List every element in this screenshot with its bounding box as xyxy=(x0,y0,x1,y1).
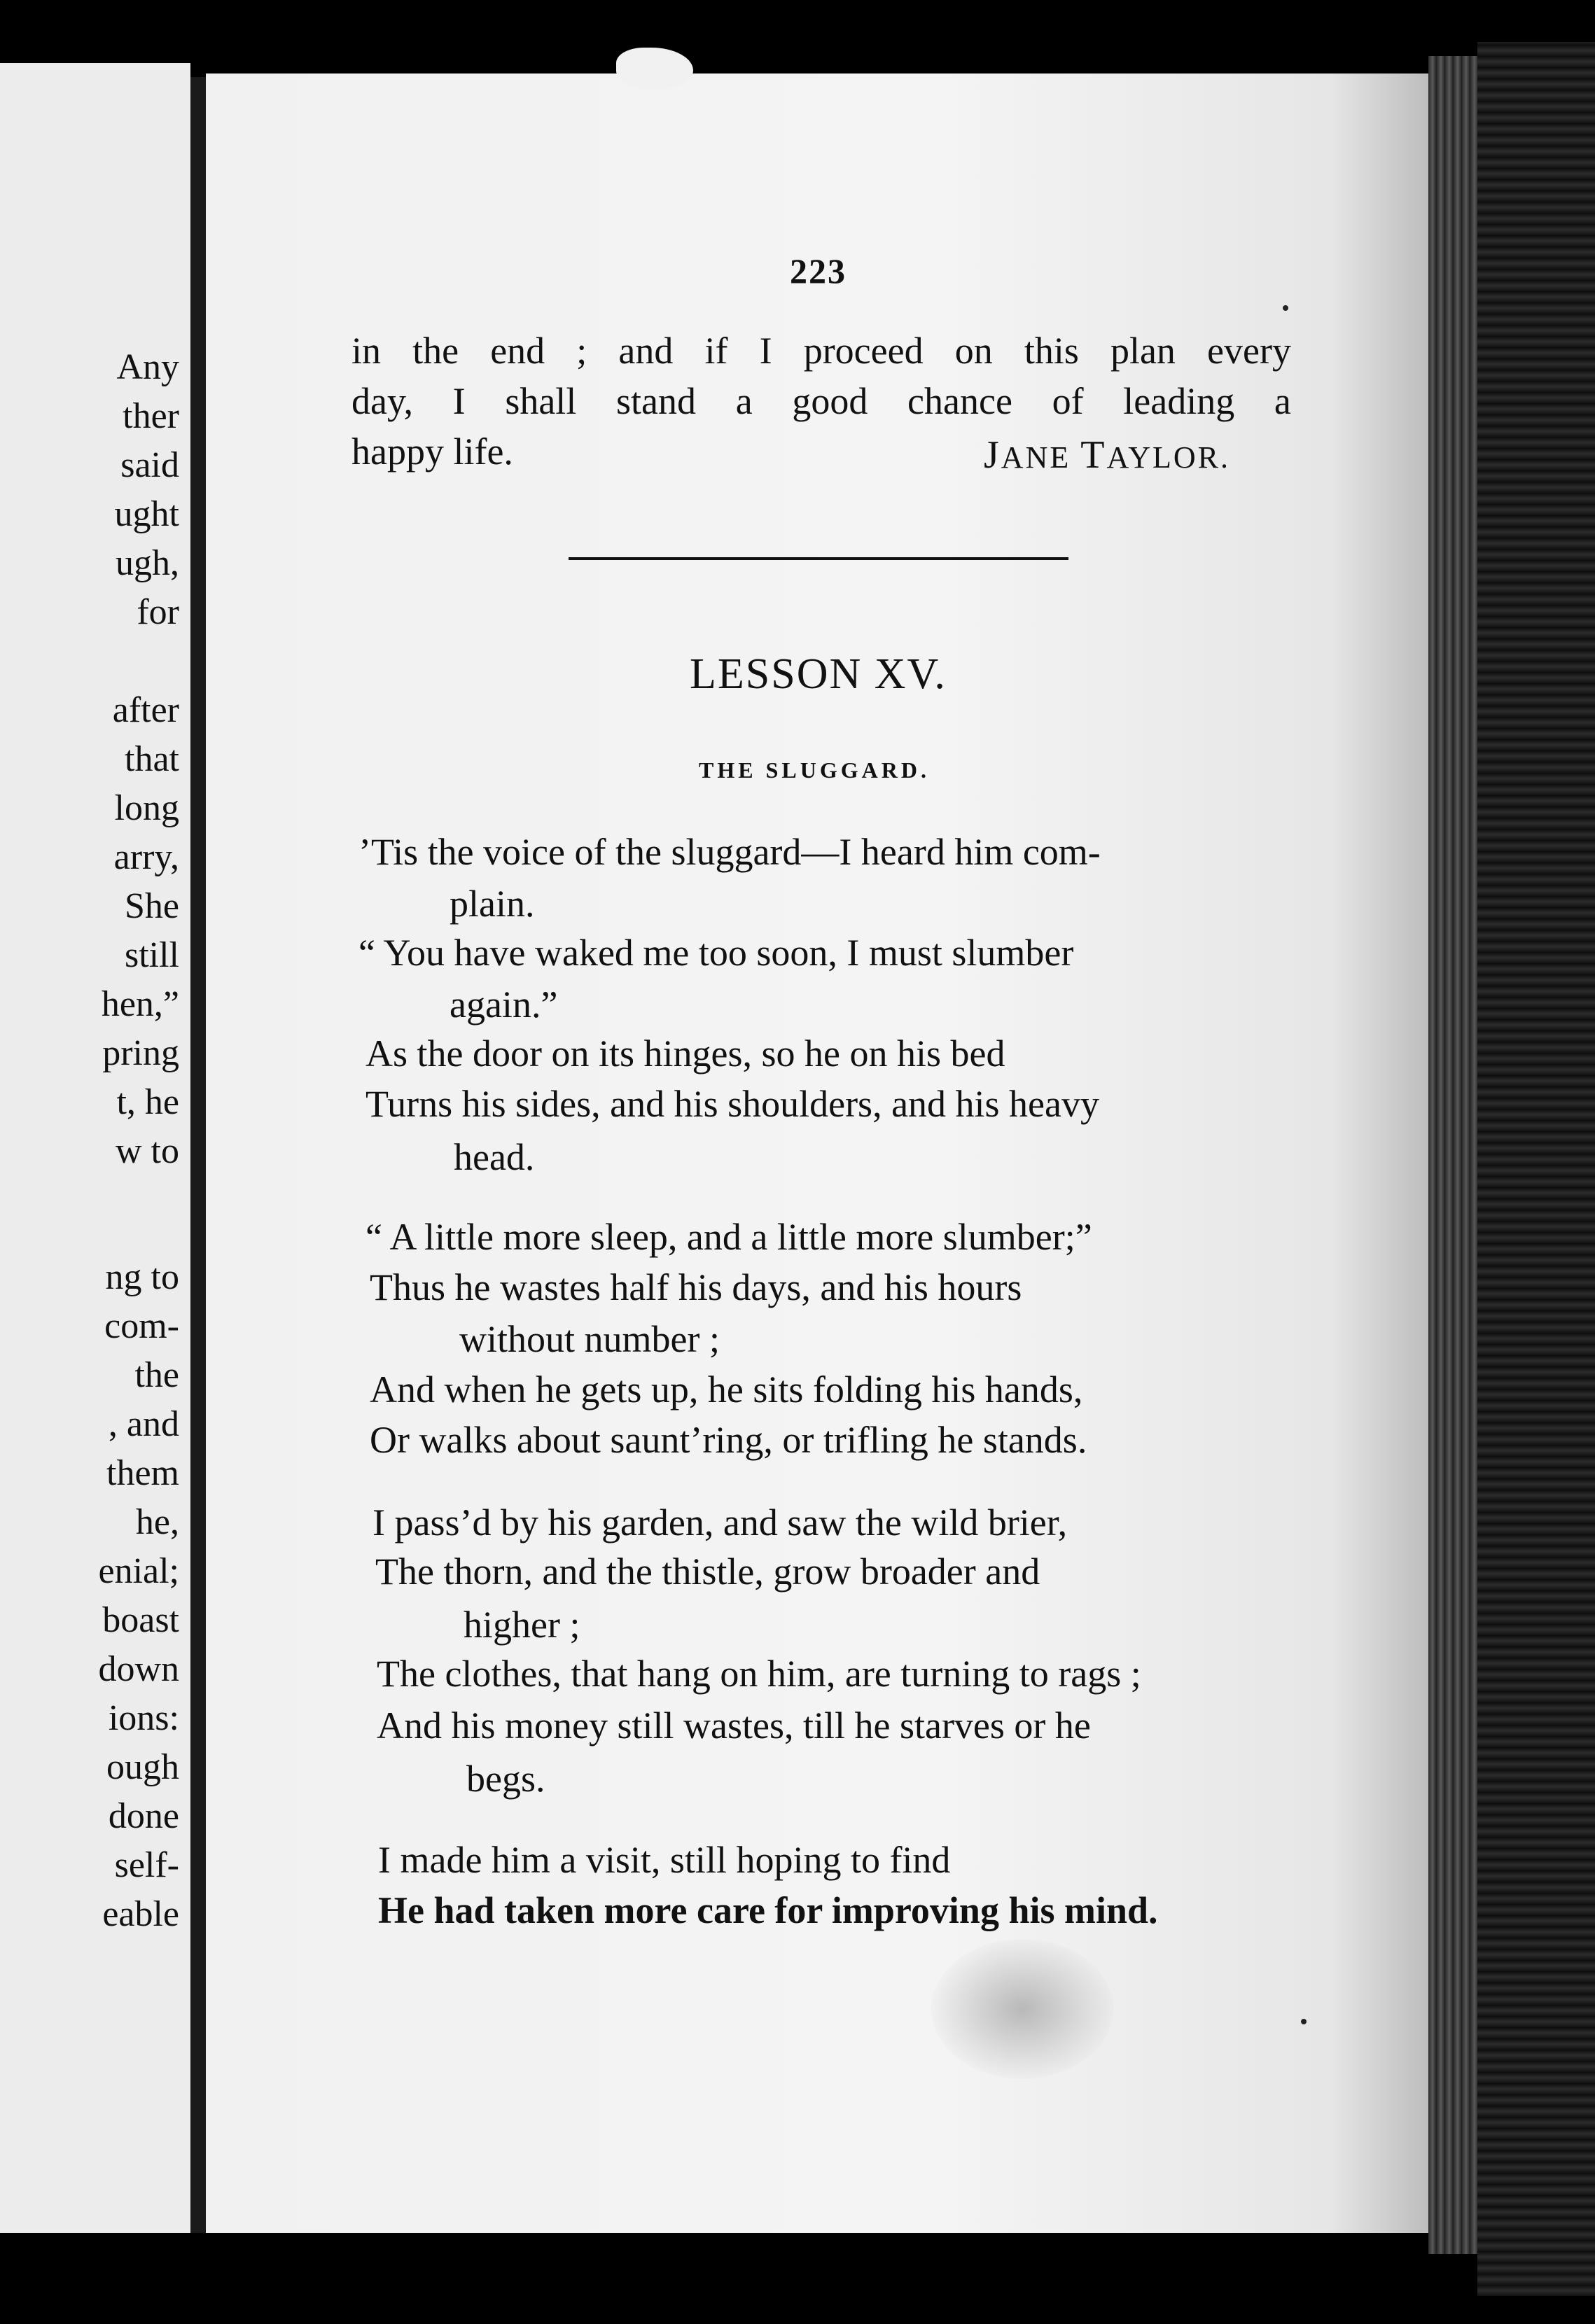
word: ; xyxy=(576,330,587,372)
poem-line: “ A little more sleep, and a little more slumber;” xyxy=(365,1216,1092,1258)
word: a xyxy=(735,380,753,422)
facing-text-fragment: enial; xyxy=(98,1551,179,1591)
page-number: 223 xyxy=(790,251,847,290)
word: day, xyxy=(351,380,413,422)
prose-line-2 xyxy=(351,379,1291,423)
paper-tear xyxy=(616,48,693,90)
word: stand xyxy=(616,380,697,422)
word: this xyxy=(1024,330,1079,372)
poem-line-continuation: head. xyxy=(454,1136,535,1178)
word: if xyxy=(704,330,728,372)
facing-text-fragment: eable xyxy=(102,1894,179,1934)
word: every xyxy=(1207,330,1291,372)
poem-line-continuation: begs. xyxy=(466,1758,545,1800)
print-speck xyxy=(1283,305,1288,311)
facing-text-fragment: Any xyxy=(116,347,179,387)
poem-line: “ You have waked me too soon, I must slumber xyxy=(358,932,1074,974)
print-speck xyxy=(1301,2019,1307,2024)
ink-smudge xyxy=(931,1939,1113,2079)
poem-line: I made him a visit, still hoping to find xyxy=(378,1839,951,1881)
page-edges xyxy=(1428,56,1477,2254)
section-rule xyxy=(569,557,1068,560)
facing-text-fragment: pring xyxy=(102,1033,179,1073)
word: proceed xyxy=(803,330,924,372)
facing-text-fragment: done xyxy=(108,1796,179,1836)
facing-text-fragment: he, xyxy=(135,1502,179,1542)
word: I xyxy=(759,330,772,372)
facing-text-fragment: down xyxy=(98,1649,179,1689)
facing-text-fragment: ough xyxy=(106,1747,179,1787)
facing-text-fragment: ions: xyxy=(108,1698,179,1738)
poem-line: Thus he wastes half his days, and his hours xyxy=(370,1266,1022,1308)
facing-text-fragment: that xyxy=(125,739,179,779)
poem-line: As the door on its hinges, so he on his bed xyxy=(365,1032,1005,1074)
poem-line-continuation: without number ; xyxy=(459,1318,720,1360)
word: leading xyxy=(1123,380,1235,422)
poem-line: And his money still wastes, till he starves or he xyxy=(377,1704,1091,1746)
facing-text-fragment: ther xyxy=(123,396,179,436)
facing-text-fragment: the xyxy=(134,1355,179,1395)
book-gutter xyxy=(190,77,206,2233)
prose-line-1 xyxy=(351,329,1291,372)
lesson-title: LESSON XV. xyxy=(690,650,947,698)
word: the xyxy=(412,330,459,372)
word: chance xyxy=(907,380,1012,422)
author-signature xyxy=(984,433,1230,477)
word: shall xyxy=(505,380,577,422)
facing-text-fragment: for xyxy=(137,592,179,632)
author-initial: T xyxy=(1080,433,1107,477)
author-first-rest: ANE xyxy=(1001,440,1071,475)
facing-text-fragment: said xyxy=(120,445,179,485)
facing-text-fragment: them xyxy=(106,1453,179,1493)
facing-text-fragment: She xyxy=(125,886,179,926)
facing-text-fragment: ng to xyxy=(105,1257,179,1297)
facing-text-fragment: still xyxy=(124,935,179,975)
word: end xyxy=(490,330,545,372)
poem-line-continuation: higher ; xyxy=(464,1604,580,1646)
poem-line: And when he gets up, he sits folding his hands, xyxy=(370,1368,1083,1410)
author-last-rest: AYLOR. xyxy=(1106,440,1230,475)
poem-line: ’Tis the voice of the sluggard—I heard him com- xyxy=(358,831,1101,873)
facing-text-fragment: long xyxy=(114,788,179,828)
facing-text-fragment: ugh, xyxy=(116,543,179,583)
book-binding xyxy=(1477,42,1595,2296)
facing-text-fragment: w to xyxy=(116,1131,179,1171)
facing-text-fragment: arry, xyxy=(113,837,179,877)
facing-text-fragment: hen,” xyxy=(101,984,179,1024)
poem-line-continuation: again.” xyxy=(450,983,558,1026)
facing-text-fragment: boast xyxy=(102,1600,179,1640)
poem-line: Or walks about saunt’ring, or trifling he stands. xyxy=(370,1419,1087,1461)
word: on xyxy=(954,330,993,372)
poem-line: The thorn, and the thistle, grow broader and xyxy=(375,1550,1040,1592)
facing-text-fragment: , and xyxy=(108,1404,179,1444)
facing-text-fragment: t, he xyxy=(116,1082,179,1122)
facing-text-fragment: after xyxy=(112,690,179,730)
author-initial: J xyxy=(984,433,1001,477)
word: in xyxy=(351,330,382,372)
word: good xyxy=(792,380,868,422)
poem-title: THE SLUGGARD. xyxy=(699,757,930,783)
word: a xyxy=(1274,380,1291,422)
word: plan xyxy=(1110,330,1176,372)
facing-text-fragment: com- xyxy=(104,1306,179,1346)
poem-line: Turns his sides, and his shoulders, and his heavy xyxy=(365,1083,1099,1125)
poem-line: He had taken more care for improving his mind. xyxy=(378,1889,1158,1931)
poem-line: I pass’d by his garden, and saw the wild brier, xyxy=(372,1502,1068,1544)
prose-line-3: happy life. xyxy=(351,430,513,472)
poem-line: The clothes, that hang on him, are turning to rags ; xyxy=(377,1653,1141,1695)
facing-text-fragment: self- xyxy=(114,1845,179,1885)
word: and xyxy=(618,330,674,372)
word: I xyxy=(452,380,466,422)
facing-text-fragment: ught xyxy=(114,494,179,534)
poem-line-continuation: plain. xyxy=(450,883,535,925)
facing-page-left xyxy=(0,63,190,2233)
word: of xyxy=(1052,380,1084,422)
